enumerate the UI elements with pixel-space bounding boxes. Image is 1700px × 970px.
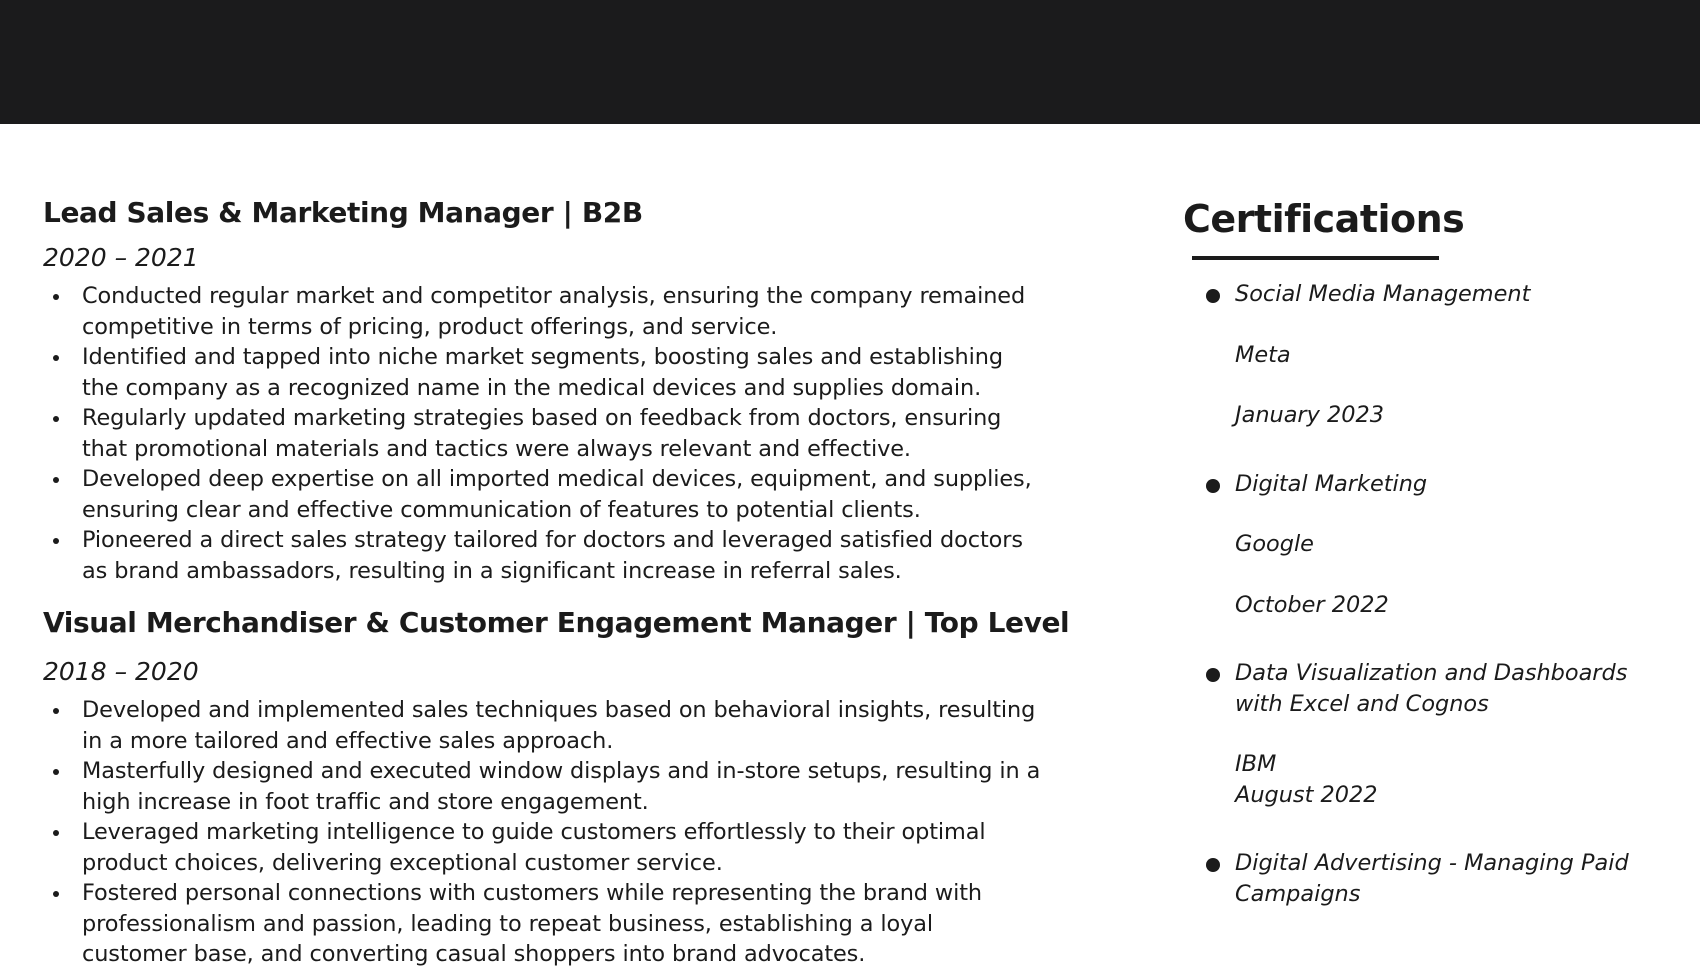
job-title: Visual Merchandiser & Customer Engagement Manager | Top Level [43, 606, 1070, 639]
bullet-line: ensuring clear and effective communication of features to potential clients. [82, 496, 921, 523]
bullet-dot-icon [53, 294, 59, 300]
bullet-line: Fostered personal connections with customers while representing the brand with [82, 880, 983, 906]
certification-item [1183, 658, 1683, 810]
bullet-dot-icon [53, 891, 59, 897]
bullet-line: Developed and implemented sales techniques based on behavioral insights, resulting [82, 697, 1036, 723]
bullet-dot-icon [1206, 289, 1220, 303]
bullet-item [43, 878, 1083, 970]
bullet-line: Conducted regular market and competitor analysis, ensuring the company remained [82, 283, 1026, 309]
certification-name: Campaigns [1235, 880, 1361, 907]
certifications-heading: Certifications [1183, 197, 1465, 241]
certification-item [1183, 469, 1683, 621]
heading-underline [1192, 256, 1439, 260]
bullet-line: Regularly updated marketing strategies based on feedback from doctors, ensuring [82, 405, 1002, 431]
bullet-item [43, 525, 1083, 586]
bullet-line: Masterfully designed and executed window displays and in-store setups, resulting in a [82, 758, 1041, 784]
bullet-item [43, 817, 1083, 878]
bullet-line: in a more tailored and effective sales approach. [82, 727, 614, 754]
bullet-dot-icon [1206, 858, 1220, 872]
bullet-line: high increase in foot traffic and store engagement. [82, 788, 649, 815]
job-entry [43, 193, 1083, 586]
certification-name: Digital Marketing [1235, 470, 1428, 497]
certification-item [1183, 848, 1683, 909]
certification-name: Digital Advertising - Managing Paid [1235, 850, 1629, 876]
bullet-dot-icon [53, 708, 59, 714]
job-entry [43, 603, 1083, 970]
bullet-line: Leveraged marketing intelligence to guide customers effortlessly to their optimal [82, 819, 986, 845]
job-bullets [43, 695, 1083, 970]
bullet-dot-icon [53, 416, 59, 422]
bullet-item [43, 756, 1083, 817]
certification-issuer: IBM [1235, 751, 1277, 777]
bullet-line: professionalism and passion, leading to repeat business, establishing a loyal [82, 910, 933, 937]
bullet-dot-icon [53, 477, 59, 483]
bullet-dot-icon [53, 769, 59, 775]
job-dates: 2018 – 2020 [43, 657, 199, 686]
bullet-line: the company as a recognized name in the medical devices and supplies domain. [82, 374, 982, 401]
job-dates: 2020 – 2021 [43, 243, 199, 272]
job-title: Lead Sales & Marketing Manager | B2B [43, 196, 643, 229]
certification-item [1183, 279, 1683, 431]
bullet-item [43, 695, 1083, 756]
bullet-dot-icon [53, 355, 59, 361]
certification-issuer: Meta [1235, 341, 1291, 368]
certification-name: Social Media Management [1235, 281, 1531, 307]
bullet-line: that promotional materials and tactics were always relevant and effective. [82, 435, 911, 462]
certification-date: October 2022 [1235, 591, 1389, 618]
bullet-item [43, 281, 1083, 342]
certification-name: with Excel and Cognos [1235, 690, 1489, 717]
bullet-line: customer base, and converting casual shoppers into brand advocates. [82, 941, 866, 967]
bullet-item [43, 403, 1083, 464]
experience-section [43, 193, 1083, 970]
job-bullets [43, 281, 1083, 586]
bullet-line: Pioneered a direct sales strategy tailored for doctors and leveraged satisfied doctors [82, 527, 1023, 553]
certification-date: January 2023 [1235, 402, 1384, 428]
bullet-line: Identified and tapped into niche market segments, boosting sales and establishing [82, 344, 1003, 370]
bullet-line: product choices, delivering exceptional customer service. [82, 849, 723, 876]
bullet-dot-icon [1206, 479, 1220, 493]
bullet-dot-icon [1206, 668, 1220, 682]
bullet-item [43, 464, 1083, 525]
certification-name: Data Visualization and Dashboards [1235, 660, 1628, 686]
certifications-list [1183, 279, 1683, 909]
certification-date: August 2022 [1235, 781, 1378, 808]
header-bar [0, 0, 1700, 124]
bullet-item [43, 342, 1083, 403]
bullet-dot-icon [53, 830, 59, 836]
certifications-section [1183, 190, 1683, 909]
bullet-line: Developed deep expertise on all imported medical devices, equipment, and supplies, [82, 466, 1032, 492]
bullet-line: competitive in terms of pricing, product offerings, and service. [82, 313, 778, 340]
certification-issuer: Google [1235, 531, 1314, 557]
bullet-line: as brand ambassadors, resulting in a significant increase in referral sales. [82, 557, 902, 584]
bullet-dot-icon [53, 538, 59, 544]
